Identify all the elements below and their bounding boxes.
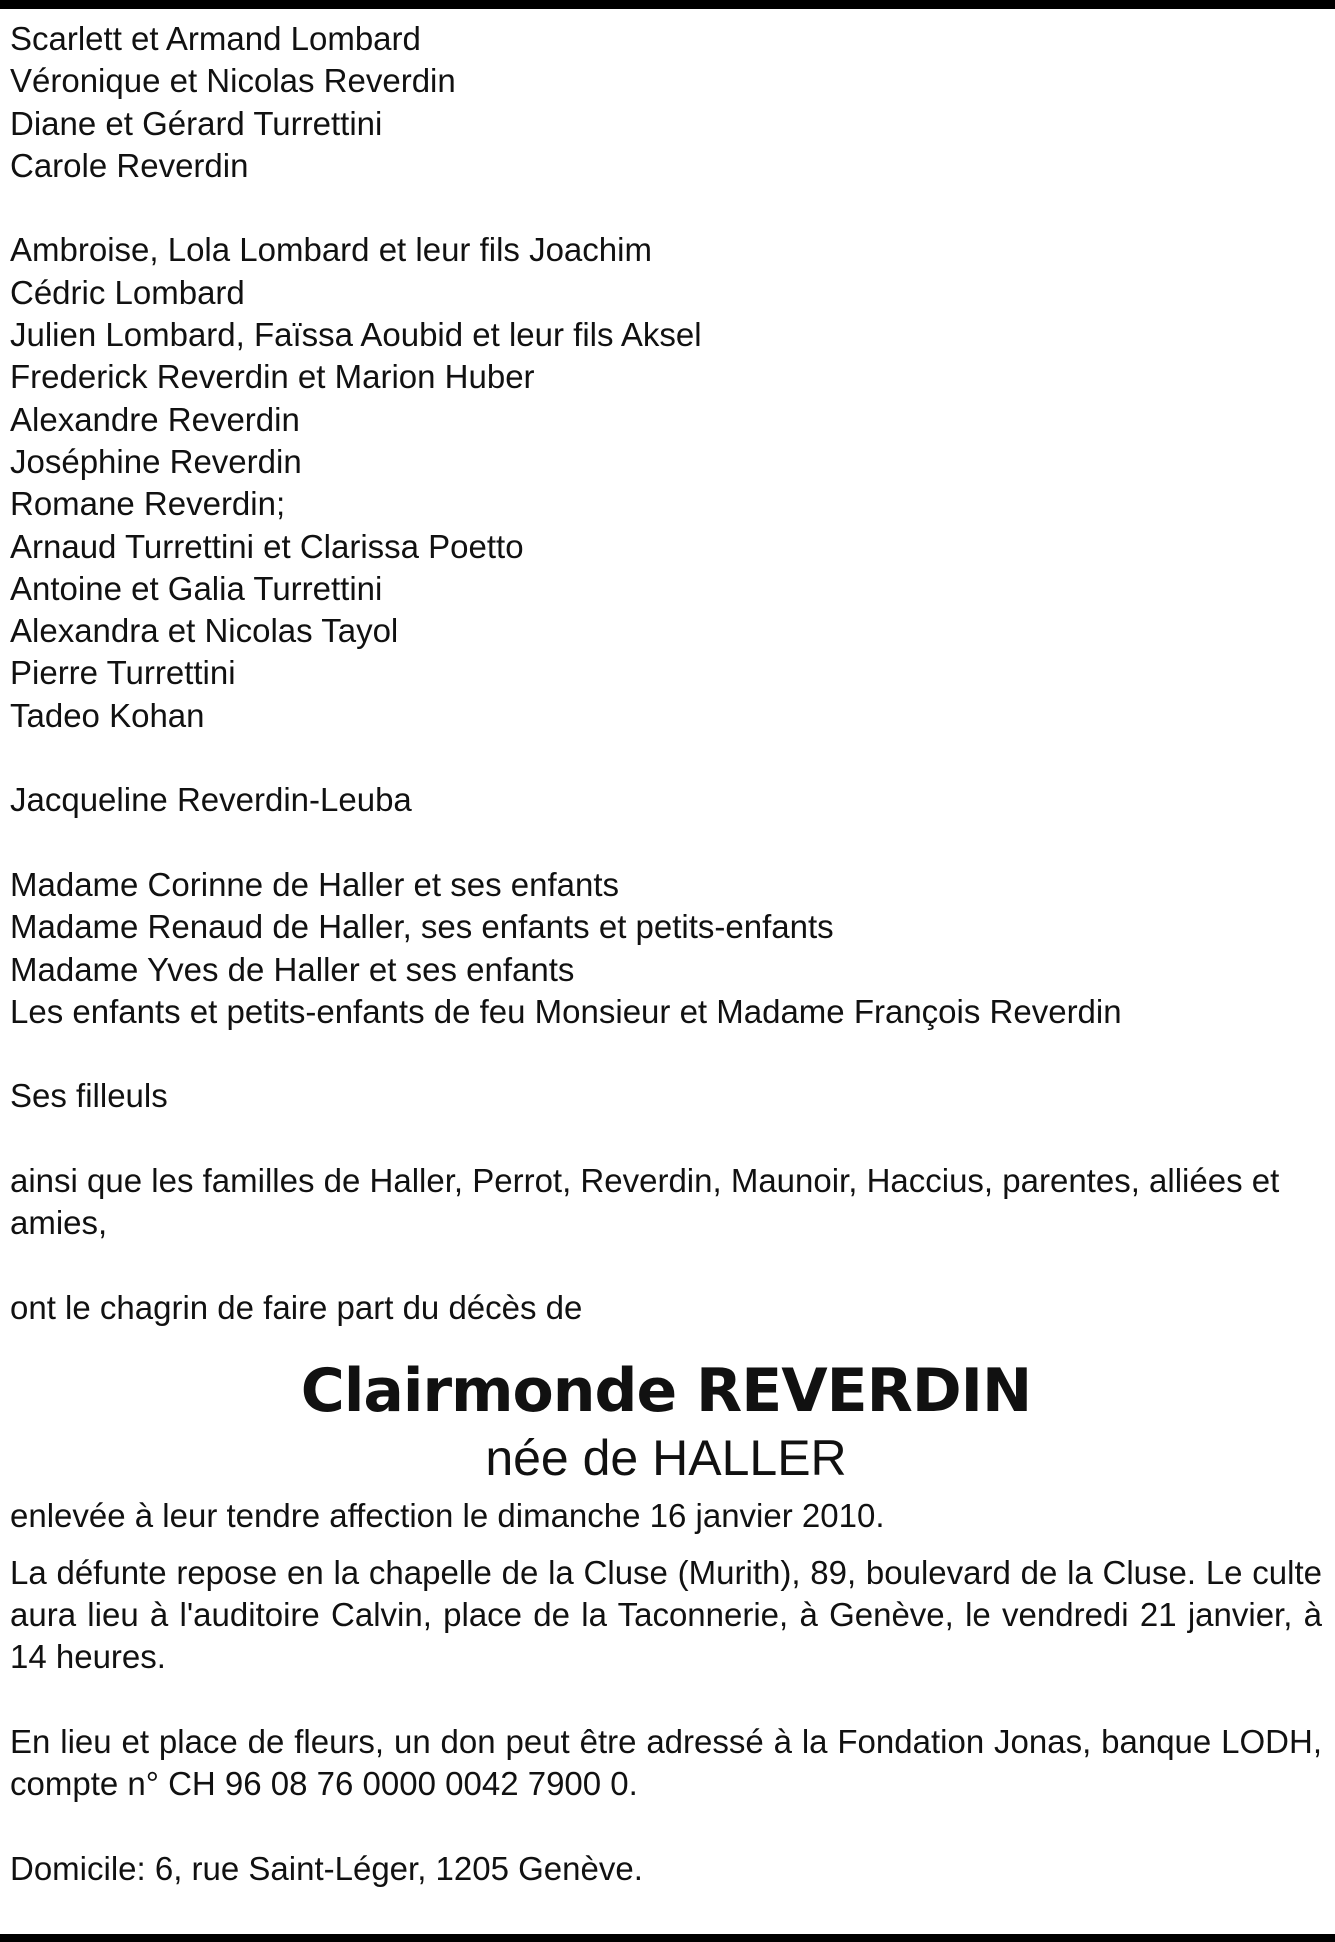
family-line: Madame Corinne de Haller et ses enfants <box>10 865 619 903</box>
family-group-godchildren <box>10 1075 1322 1117</box>
family-line: Cédric Lombard <box>10 273 245 311</box>
families-paragraph: ainsi que les familles de Haller, Perrot, Reverdin, Maunoir, Haccius, parentes, alliées et amies, <box>10 1162 1280 1242</box>
family-line: Tadeo Kohan <box>10 696 205 734</box>
maiden-name: née de HALLER <box>485 1430 847 1487</box>
family-line: Pierre Turrettini <box>10 654 236 692</box>
spacer <box>10 1678 1322 1720</box>
family-line: Arnaud Turrettini et Clarissa Poetto <box>10 527 524 565</box>
family-line: Julien Lombard, Faïssa Aoubid et leur fils Aksel <box>10 316 702 354</box>
donation-paragraph: En lieu et place de fleurs, un don peut être adressé à la Fondation Jonas, banque LODH, compte n° CH 96 08 76 0000 0042 7900 0. <box>10 1722 1322 1802</box>
deceased-name-block <box>10 1353 1322 1487</box>
family-line: Joséphine Reverdin <box>10 442 302 480</box>
family-group-relatives <box>10 864 1322 1033</box>
spacer <box>10 1805 1322 1847</box>
family-line: Diane et Gérard Turrettini <box>10 104 383 142</box>
spacer <box>10 737 1322 779</box>
spacer <box>10 187 1322 229</box>
family-line: Antoine et Galia Turrettini <box>10 569 383 607</box>
announcement-line: ont le chagrin de faire part du décès de <box>10 1288 583 1326</box>
family-group-children <box>10 18 1322 187</box>
spacer <box>10 1538 1322 1552</box>
death-date-line: enlevée à leur tendre affection le dimanche 16 janvier 2010. <box>10 1497 885 1535</box>
family-line: Carole Reverdin <box>10 146 249 184</box>
family-line: Véronique et Nicolas Reverdin <box>10 62 456 100</box>
spacer <box>10 1245 1322 1287</box>
family-group-sister-in-law <box>10 779 1322 821</box>
spacer <box>10 822 1322 864</box>
family-group-grandchildren <box>10 229 1322 737</box>
family-line: Frederick Reverdin et Marion Huber <box>10 358 535 396</box>
bottom-border-rule <box>0 1934 1335 1942</box>
family-line: Alexandre Reverdin <box>10 400 300 438</box>
obituary-notice <box>10 18 1322 1890</box>
deceased-name: Clairmonde REVERDIN <box>300 1356 1032 1427</box>
family-line: Alexandra et Nicolas Tayol <box>10 612 399 650</box>
family-line: Madame Renaud de Haller, ses enfants et petits-enfants <box>10 908 834 946</box>
ceremony-paragraph: La défunte repose en la chapelle de la Cluse (Murith), 89, boulevard de la Cluse. Le culte aura lieu à l'auditoire Calvin, place de la Taconnerie, à Genève, le vendredi 21 janvier, à 14 heures. <box>10 1553 1322 1676</box>
spacer <box>10 1118 1322 1160</box>
family-line: Madame Yves de Haller et ses enfants <box>10 950 575 988</box>
family-line: Ses filleuls <box>10 1077 168 1115</box>
spacer <box>10 1033 1322 1075</box>
domicile-line: Domicile: 6, rue Saint-Léger, 1205 Genève. <box>10 1849 643 1887</box>
family-line: Ambroise, Lola Lombard et leur fils Joachim <box>10 231 652 269</box>
family-line: Scarlett et Armand Lombard <box>10 20 421 57</box>
family-line: Jacqueline Reverdin-Leuba <box>10 781 412 819</box>
top-border-rule <box>0 0 1335 9</box>
family-line: Les enfants et petits-enfants de feu Monsieur et Madame François Reverdin <box>10 992 1122 1030</box>
family-line: Romane Reverdin; <box>10 485 286 523</box>
